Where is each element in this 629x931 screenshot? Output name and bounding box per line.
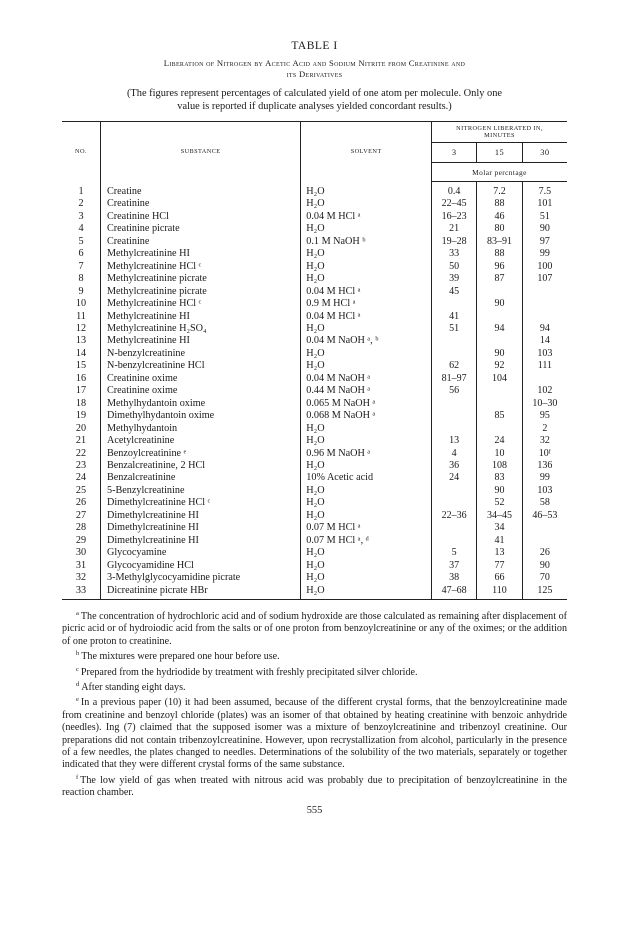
row-number: 16 — [75, 372, 87, 384]
footnote-a — [62, 608, 567, 648]
table-row — [62, 423, 567, 435]
table-row — [62, 236, 567, 248]
row-substance: N-benzylcreatinine — [100, 348, 300, 360]
row-solvent: H₂O — [301, 460, 432, 472]
row-number: 29 — [75, 534, 87, 546]
table-row — [62, 298, 567, 310]
table-row — [62, 360, 567, 372]
row-value-30-min: 58 — [522, 497, 567, 509]
row-value-30-min: 26 — [522, 547, 567, 559]
row-value-15-min: 90 — [477, 348, 522, 360]
row-solvent: 0.065 M NaOH ᵃ — [301, 398, 432, 410]
row-substance: Benzalcreatinine — [100, 472, 300, 484]
footnote-d-text: After standing eight days. — [81, 681, 186, 693]
table-row — [62, 335, 567, 347]
row-solvent: 0.1 M NaOH ᵇ — [301, 236, 432, 248]
row-solvent: 0.04 M HCl ᵃ — [301, 211, 432, 223]
row-value-3-min: 4 — [432, 448, 477, 460]
row-number: 17 — [75, 385, 87, 397]
table-row — [62, 223, 567, 235]
row-value-3-min: 22–45 — [432, 198, 477, 210]
footnote-f-text: The low yield of gas when treated with nitrous acid was probably due to precipitation of benzoylcreatinine in the reaction chamber. — [62, 774, 567, 799]
row-value-15-min: 104 — [477, 373, 522, 385]
header-group-line1: NITROGEN LIBERATED IN, — [456, 124, 543, 132]
row-number: 3 — [78, 210, 84, 222]
row-value-3-min: 39 — [432, 273, 477, 285]
footnote-c-mark: c — [76, 665, 79, 673]
row-value-30-min — [522, 286, 567, 298]
row-value-15-min — [477, 286, 522, 298]
row-value-3-min — [432, 485, 477, 497]
row-value-3-min: 16–23 — [432, 211, 477, 223]
row-value-3-min — [432, 298, 477, 310]
table-row — [62, 497, 567, 509]
table-row — [62, 286, 567, 298]
row-value-15-min: 77 — [477, 560, 522, 572]
row-value-30-min — [522, 522, 567, 534]
table-body — [62, 182, 567, 600]
row-value-15-min: 34 — [477, 522, 522, 534]
row-value-3-min: 56 — [432, 385, 477, 397]
row-value-30-min: 100 — [522, 261, 567, 273]
row-value-30-min: 101 — [522, 198, 567, 210]
row-solvent: 0.04 M HCl ᵃ — [301, 311, 432, 323]
row-substance: Methylcreatinine HI — [100, 311, 300, 323]
table-title: TABLE I — [291, 40, 338, 52]
table-row — [62, 248, 567, 260]
row-substance: Creatinine oxime — [100, 385, 300, 397]
row-substance: 3-Methylglycocyamidine picrate — [100, 572, 300, 584]
row-value-30-min: 46–53 — [522, 510, 567, 522]
row-number: 5 — [78, 235, 84, 247]
table-row — [62, 410, 567, 422]
row-number: 9 — [78, 285, 84, 297]
row-value-30-min: 103 — [522, 485, 567, 497]
row-substance: Creatinine HCl — [100, 211, 300, 223]
row-solvent: 0.07 M HCl ᵃ, ᵈ — [301, 535, 432, 547]
row-solvent: H₂O — [301, 223, 432, 235]
row-number: 32 — [75, 572, 87, 584]
row-number: 12 — [75, 322, 87, 334]
row-solvent: H₂O — [301, 360, 432, 372]
table-row — [62, 572, 567, 584]
row-value-15-min — [477, 335, 522, 347]
row-solvent: H₂O — [301, 323, 432, 335]
row-substance: Methylcreatinine HI — [100, 335, 300, 347]
table-row — [62, 547, 567, 559]
row-solvent: H₂O — [301, 182, 432, 199]
row-number: 11 — [76, 310, 86, 322]
row-solvent: H₂O — [301, 273, 432, 285]
row-value-15-min: 83–91 — [477, 236, 522, 248]
row-solvent: 0.04 M NaOH ᵃ — [301, 373, 432, 385]
nitrogen-table — [62, 121, 567, 600]
row-value-3-min — [432, 398, 477, 410]
table-caption-line1: Liberation of Nitrogen by Acetic Acid and Sodium Nitrite from Creatinine and — [163, 58, 466, 68]
row-value-15-min: 85 — [477, 410, 522, 422]
row-solvent: 0.9 M HCl ᵃ — [301, 298, 432, 310]
row-solvent: H₂O — [301, 198, 432, 210]
row-solvent: H₂O — [301, 547, 432, 559]
row-substance: Benzalcreatinine, 2 HCl — [100, 460, 300, 472]
row-substance: Methylcreatinine picrate — [100, 286, 300, 298]
row-number: 31 — [75, 559, 87, 571]
row-solvent: 0.44 M NaOH ᵃ — [301, 385, 432, 397]
row-substance: Dimethylhydantoin oxime — [100, 410, 300, 422]
row-number: 22 — [75, 447, 87, 459]
header-solvent: SOLVENT — [301, 122, 432, 182]
row-value-3-min: 0.4 — [432, 182, 477, 199]
table-row — [62, 373, 567, 385]
row-value-30-min: 125 — [522, 585, 567, 600]
row-value-15-min: 88 — [477, 248, 522, 260]
row-value-3-min: 41 — [432, 311, 477, 323]
row-value-3-min — [432, 497, 477, 509]
row-substance: Methylcreatinine H₂SO₄ — [100, 323, 300, 335]
row-solvent: H₂O — [301, 485, 432, 497]
row-value-15-min: 88 — [477, 198, 522, 210]
footnote-a-mark: a — [76, 609, 79, 617]
row-value-15-min: 108 — [477, 460, 522, 472]
row-substance: Creatine — [100, 182, 300, 199]
row-value-30-min: 2 — [522, 423, 567, 435]
row-number: 1 — [78, 185, 84, 197]
footnote-c-text: Prepared from the hydriodide by treatment with freshly precipitated silver chloride. — [80, 666, 418, 678]
row-number: 26 — [75, 497, 87, 509]
row-value-30-min: 10ᶠ — [522, 448, 567, 460]
footnote-f — [62, 772, 567, 800]
row-substance: Dimethylcreatinine HI — [100, 535, 300, 547]
table-row — [62, 311, 567, 323]
row-value-30-min: 99 — [522, 472, 567, 484]
header-molar-unit: Molar percntage — [432, 163, 568, 182]
header-30-min: 30 — [522, 143, 567, 163]
row-value-15-min — [477, 311, 522, 323]
row-number: 7 — [78, 260, 84, 272]
row-value-30-min: 90 — [522, 560, 567, 572]
row-substance: Creatinine — [100, 198, 300, 210]
row-solvent: H₂O — [301, 423, 432, 435]
row-value-3-min — [432, 348, 477, 360]
table-row — [62, 398, 567, 410]
row-value-15-min: 52 — [477, 497, 522, 509]
row-value-30-min: 102 — [522, 385, 567, 397]
table-row — [62, 448, 567, 460]
row-number: 20 — [75, 422, 87, 434]
row-value-15-min: 41 — [477, 535, 522, 547]
row-number: 33 — [62, 585, 100, 600]
row-substance: Acetylcreatinine — [100, 435, 300, 447]
row-number: 28 — [75, 522, 87, 534]
row-value-3-min: 47–68 — [432, 585, 477, 600]
row-value-15-min — [477, 423, 522, 435]
row-substance: 5-Benzylcreatinine — [100, 485, 300, 497]
row-value-15-min — [477, 385, 522, 397]
row-value-30-min — [522, 311, 567, 323]
row-value-30-min — [522, 298, 567, 310]
row-value-15-min: 87 — [477, 273, 522, 285]
row-number: 24 — [75, 472, 87, 484]
row-number: 8 — [78, 273, 84, 285]
header-3-min: 3 — [432, 143, 477, 163]
row-value-3-min — [432, 410, 477, 422]
row-value-3-min: 37 — [432, 560, 477, 572]
row-solvent: 0.04 M HCl ᵃ — [301, 286, 432, 298]
row-number: 2 — [78, 198, 84, 210]
header-15-min: 15 — [477, 143, 522, 163]
table-row — [62, 435, 567, 447]
row-substance: Methylcreatinine HCl ᶜ — [100, 298, 300, 310]
row-value-3-min — [432, 335, 477, 347]
row-value-3-min: 36 — [432, 460, 477, 472]
row-solvent: H₂O — [301, 435, 432, 447]
row-substance: Benzoylcreatinine ᵉ — [100, 448, 300, 460]
row-value-30-min: 10–30 — [522, 398, 567, 410]
table-row — [62, 182, 567, 199]
row-solvent: H₂O — [301, 585, 432, 600]
row-substance: Methylcreatinine HI — [100, 248, 300, 260]
table-row — [62, 323, 567, 335]
row-value-15-min: 46 — [477, 211, 522, 223]
row-value-3-min: 24 — [432, 472, 477, 484]
table-row — [62, 522, 567, 534]
row-value-30-min — [522, 535, 567, 547]
row-number: 15 — [75, 360, 87, 372]
footnote-b-text: The mixtures were prepared one hour before use. — [81, 651, 280, 663]
row-value-30-min: 32 — [522, 435, 567, 447]
row-value-15-min: 96 — [477, 261, 522, 273]
row-value-15-min: 66 — [477, 572, 522, 584]
row-number: 21 — [75, 435, 87, 447]
footnote-b — [62, 648, 567, 663]
row-value-3-min: 45 — [432, 286, 477, 298]
row-value-3-min: 21 — [432, 223, 477, 235]
row-substance: Dimethylcreatinine HI — [100, 510, 300, 522]
footnote-e-mark: e — [76, 696, 79, 704]
row-substance: Methylhydantoin — [100, 423, 300, 435]
table-row — [62, 472, 567, 484]
row-value-30-min: 99 — [522, 248, 567, 260]
header-substance: SUBSTANCE — [100, 122, 300, 182]
row-solvent: H₂O — [301, 261, 432, 273]
row-number: 18 — [75, 397, 87, 409]
row-substance: Creatinine — [100, 236, 300, 248]
row-value-15-min: 94 — [477, 323, 522, 335]
row-value-15-min: 13 — [477, 547, 522, 559]
table-row — [62, 198, 567, 210]
header-nitrogen-group — [432, 122, 568, 143]
footnote-f-mark: f — [76, 773, 79, 781]
table-row — [62, 585, 567, 600]
row-value-3-min: 62 — [432, 360, 477, 372]
row-value-30-min: 7.5 — [522, 182, 567, 199]
row-value-30-min: 103 — [522, 348, 567, 360]
row-number: 4 — [78, 223, 84, 235]
row-value-15-min: 80 — [477, 223, 522, 235]
header-group-line2: MINUTES — [484, 132, 515, 139]
row-solvent: 10% Acetic acid — [301, 472, 432, 484]
row-value-30-min: 51 — [522, 211, 567, 223]
table-note-line2: value is reported if duplicate analyses yielded concordant results.) — [177, 101, 452, 112]
row-solvent: 0.07 M HCl ᵃ — [301, 522, 432, 534]
row-substance: Dimethylcreatinine HI — [100, 522, 300, 534]
row-value-3-min — [432, 423, 477, 435]
row-substance: Methylhydantoin oxime — [100, 398, 300, 410]
row-value-30-min: 90 — [522, 223, 567, 235]
table-row — [62, 273, 567, 285]
row-value-3-min: 50 — [432, 261, 477, 273]
footnote-a-text: The concentration of hydrochloric acid and of sodium hydroxide are those calculated as remaining after displacement of picric acid or of hydroiodic acid from the salts or of one proton from benzoylcreatinine or any of the oximes; or the addition of one proton to creatinine. — [62, 610, 567, 647]
row-number: 30 — [75, 547, 87, 559]
row-number: 25 — [75, 484, 87, 496]
row-substance: Methylcreatinine picrate — [100, 273, 300, 285]
table-row — [62, 560, 567, 572]
row-substance: Creatinine picrate — [100, 223, 300, 235]
table-caption-line2: its Derivatives — [286, 69, 343, 79]
row-value-15-min — [477, 398, 522, 410]
row-value-3-min: 51 — [432, 323, 477, 335]
row-solvent: H₂O — [301, 248, 432, 260]
footnotes — [62, 608, 567, 800]
table-row — [62, 510, 567, 522]
row-value-3-min: 22–36 — [432, 510, 477, 522]
row-solvent: H₂O — [301, 560, 432, 572]
row-value-15-min: 24 — [477, 435, 522, 447]
row-value-30-min: 107 — [522, 273, 567, 285]
row-number: 14 — [75, 347, 87, 359]
row-value-3-min — [432, 522, 477, 534]
row-value-15-min: 10 — [477, 448, 522, 460]
row-value-3-min: 33 — [432, 248, 477, 260]
row-value-30-min: 111 — [522, 360, 567, 372]
row-value-3-min: 5 — [432, 547, 477, 559]
row-number: 27 — [75, 509, 87, 521]
row-value-15-min: 90 — [477, 298, 522, 310]
page-number: 555 — [306, 804, 323, 816]
row-solvent: 0.96 M NaOH ᵃ — [301, 448, 432, 460]
row-solvent: H₂O — [301, 497, 432, 509]
table-row — [62, 485, 567, 497]
row-value-30-min — [522, 373, 567, 385]
row-value-15-min: 34–45 — [477, 510, 522, 522]
row-value-3-min: 13 — [432, 435, 477, 447]
footnote-c — [62, 664, 567, 679]
row-solvent: H₂O — [301, 572, 432, 584]
row-solvent: 0.04 M NaOH ᵃ, ᵇ — [301, 335, 432, 347]
row-number: 13 — [75, 335, 87, 347]
table-row — [62, 261, 567, 273]
row-value-15-min: 7.2 — [477, 182, 522, 199]
row-solvent: H₂O — [301, 348, 432, 360]
table-row — [62, 348, 567, 360]
row-substance: Methylcreatinine HCl ᶜ — [100, 261, 300, 273]
row-number: 19 — [75, 410, 87, 422]
row-value-3-min: 81–97 — [432, 373, 477, 385]
table-row — [62, 211, 567, 223]
header-no: NO. — [75, 148, 87, 156]
row-value-3-min: 38 — [432, 572, 477, 584]
row-value-30-min: 14 — [522, 335, 567, 347]
footnote-d — [62, 679, 567, 694]
row-value-3-min: 19–28 — [432, 236, 477, 248]
table-row — [62, 385, 567, 397]
row-value-15-min: 90 — [477, 485, 522, 497]
row-number: 23 — [75, 459, 87, 471]
row-substance: Dimethylcreatinine HCl ᶜ — [100, 497, 300, 509]
row-substance: Glycocyamidine HCl — [100, 560, 300, 572]
table-row — [62, 460, 567, 472]
row-value-15-min: 92 — [477, 360, 522, 372]
table-row — [62, 535, 567, 547]
row-substance: Dicreatinine picrate HBr — [100, 585, 300, 600]
table-note-line1: (The figures represent percentages of calculated yield of one atom per molecule. Only one — [126, 88, 503, 99]
row-value-30-min: 94 — [522, 323, 567, 335]
row-value-30-min: 97 — [522, 236, 567, 248]
footnote-d-mark: d — [76, 680, 80, 688]
row-number: 6 — [78, 248, 84, 260]
row-solvent: 0.068 M NaOH ᵃ — [301, 410, 432, 422]
row-value-30-min: 95 — [522, 410, 567, 422]
row-value-15-min: 110 — [477, 585, 522, 600]
row-value-3-min — [432, 535, 477, 547]
row-value-15-min: 83 — [477, 472, 522, 484]
row-number: 10 — [75, 298, 87, 310]
document-page — [62, 40, 567, 816]
row-substance: Glycocyamine — [100, 547, 300, 559]
footnote-b-mark: b — [76, 650, 80, 658]
row-value-30-min: 136 — [522, 460, 567, 472]
footnote-e — [62, 694, 567, 771]
table-header-row — [62, 122, 567, 143]
row-value-30-min: 70 — [522, 572, 567, 584]
row-substance: N-benzylcreatinine HCl — [100, 360, 300, 372]
row-substance: Creatinine oxime — [100, 373, 300, 385]
row-solvent: H₂O — [301, 510, 432, 522]
footnote-e-text: In a previous paper (10) it had been assumed, because of the different crystal forms, that the benzoylcreatinine made from creatinine and benzoyl chloride (plates) was an isomer of that obtained by heating creatinine with benzoic anhydride (needles). Ing (7) claimed that the supposed isomer was a mixture of benzoylcreatinine and tribenzoyl creatinine. Our preparations did not contain tribenzoylcreatinine. However, upon recrystallization from alcohol, particularly in the presence of a few needles, the plates changed to needles. Determinations of the solubility of the two materials, separately or together indicated that they were different crystal forms of the same substance. — [62, 697, 567, 771]
